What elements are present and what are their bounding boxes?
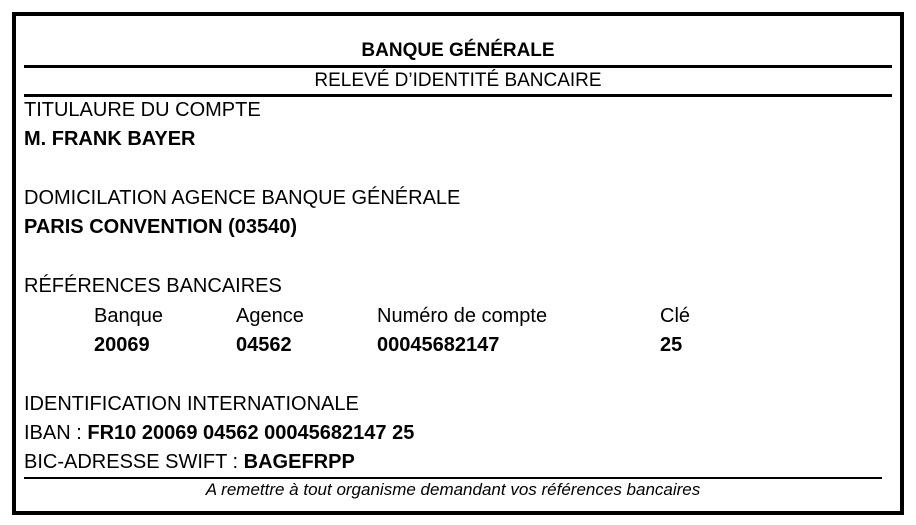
branch-code-value: 04562 <box>236 334 292 356</box>
bic-line <box>24 451 355 474</box>
key-header: Clé <box>660 305 691 327</box>
footer-note: A remettre à tout organisme demandant vos références bancaires <box>205 480 701 499</box>
key-value: 25 <box>660 334 683 356</box>
bank-code-value: 20069 <box>94 334 150 356</box>
iban-line <box>24 422 414 445</box>
account-holder-name: M. FRANK BAYER <box>24 128 196 150</box>
bic-label: BIC-ADRESSE SWIFT : <box>24 451 244 473</box>
document-title: RELEVÉ D’IDENTITÉ BANCAIRE <box>314 70 602 91</box>
branch-label: DOMICILATION AGENCE BANQUE GÉNÉRALE <box>24 187 461 209</box>
bank-name: BANQUE GÉNÉRALE <box>361 40 555 61</box>
iban-value: FR10 20069 04562 00045682147 25 <box>87 422 415 444</box>
account-number-header: Numéro de compte <box>377 305 548 327</box>
account-holder-label: TITULAURE DU COMPTE <box>24 99 261 121</box>
bank-references-label: RÉFÉRENCES BANCAIRES <box>24 275 282 297</box>
bank-code-header: Banque <box>94 305 163 327</box>
iban-label: IBAN : <box>24 422 88 444</box>
footer-rule <box>24 477 882 479</box>
header-bottom-rule <box>24 94 892 97</box>
international-label: IDENTIFICATION INTERNATIONALE <box>24 393 359 415</box>
account-number-value: 00045682147 <box>377 334 500 356</box>
branch-code-header: Agence <box>236 305 304 327</box>
header-top-rule <box>24 65 892 68</box>
branch-name: PARIS CONVENTION (03540) <box>24 216 298 238</box>
bic-value: BAGEFRPP <box>243 451 355 473</box>
